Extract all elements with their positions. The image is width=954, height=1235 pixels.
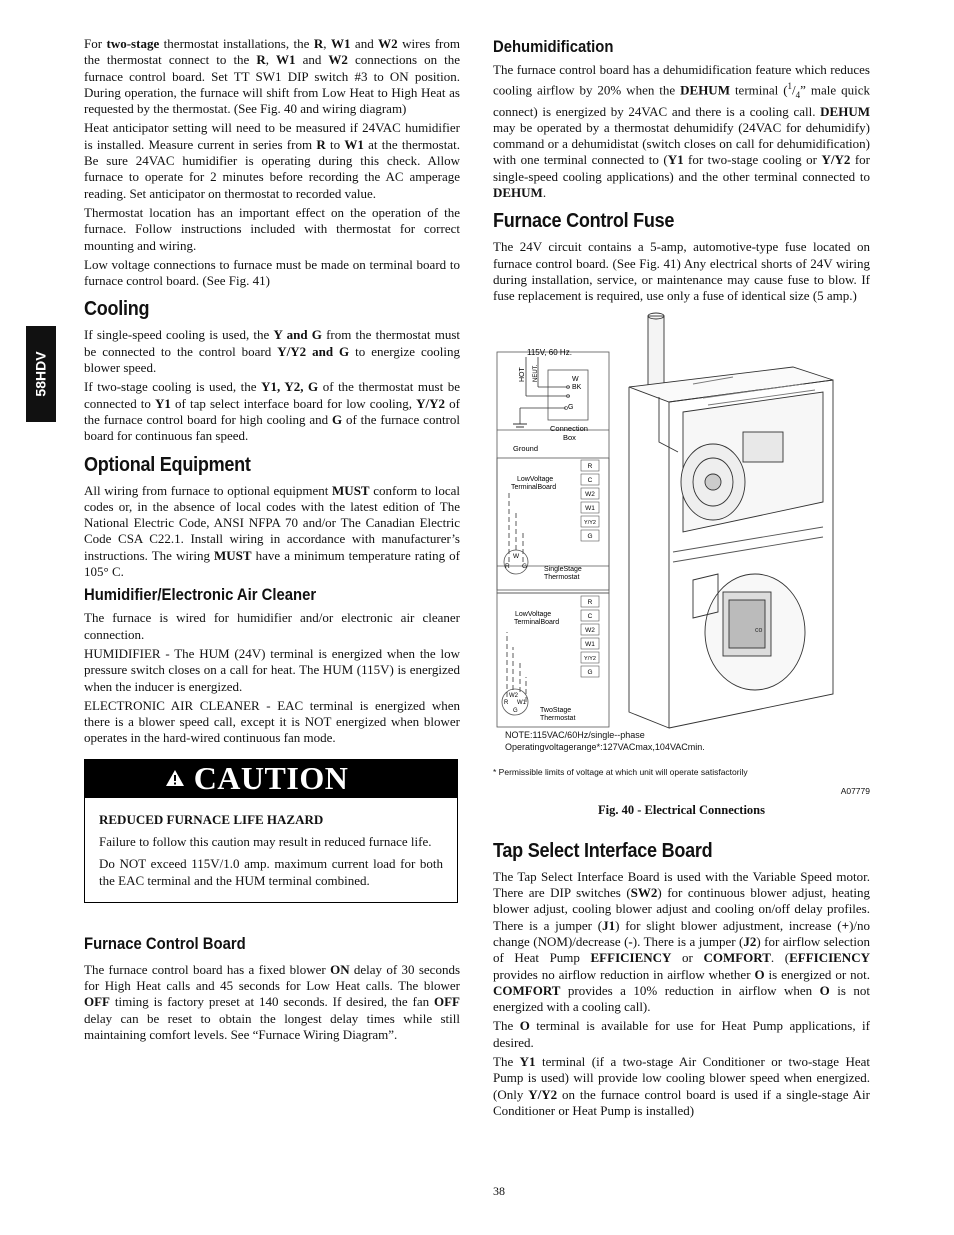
figure-caption: Fig. 40 - Electrical Connections bbox=[598, 803, 765, 818]
power-label: 115V, 60 Hz. bbox=[527, 348, 572, 358]
single-terminal-label: W2 bbox=[585, 491, 595, 499]
humidifier-heading: Humidifier/Electronic Air Cleaner bbox=[84, 586, 317, 605]
page-number: 38 bbox=[493, 1184, 505, 1198]
optional-equipment-heading: Optional Equipment bbox=[84, 452, 251, 476]
two-terminal-label: W1 bbox=[585, 641, 595, 649]
lv1-label: LowVoltage bbox=[517, 476, 554, 484]
t2-g: G bbox=[513, 708, 518, 715]
two-terminal-label: Y/Y2 bbox=[584, 656, 596, 663]
para-y1-terminal: The Y1 terminal (if a two-stage Air Conditioner or two-stage Heat Pump is used) will provide low cooling blower speed when energized. (Only Y/Y2 on the furnace control board is used if a single-stage Air Conditioner or Heat Pump is installed) bbox=[493, 1054, 870, 1118]
neut-label: NEUT. bbox=[533, 365, 539, 383]
voltage-footnote: * Permissible limits of voltage at which unit will operate satisfactorily bbox=[493, 767, 748, 778]
t-g: G bbox=[522, 563, 528, 571]
single-terminal-label: R bbox=[587, 463, 593, 471]
t2-w1: W1 bbox=[517, 700, 526, 707]
t-r: R bbox=[505, 563, 510, 571]
caution-text-2: Do NOT exceed 115V/1.0 amp. maximum current load for both the EAC terminal and the HUM terminal combined. bbox=[99, 856, 443, 888]
para-humidifier-terminal: HUMIDIFIER - The HUM (24V) terminal is energized when the low pressure switch closes on a call for heat. The HUM (115V) is energized when the inducer is energized. bbox=[84, 645, 460, 694]
para-single-speed-cooling: If single-speed cooling is used, the Y and G from the thermostat must be connected to the control board Y/Y2 and G to energize cooling blower speed. bbox=[84, 327, 460, 376]
single-terminal-label: W1 bbox=[585, 505, 595, 513]
warning-icon bbox=[165, 769, 185, 787]
bk-label: BK bbox=[572, 384, 582, 392]
hot-label: HOT bbox=[519, 367, 526, 383]
two-terminal-label: G bbox=[587, 669, 593, 677]
note-line-1: NOTE:115VAC/60Hz/single--phase bbox=[505, 730, 645, 741]
two-terminal-label: R bbox=[587, 599, 593, 607]
right-column bbox=[493, 36, 870, 1122]
figure-code: A07779 bbox=[840, 786, 870, 797]
caution-text-1: Failure to follow this caution may result in reduced furnace life. bbox=[99, 833, 432, 849]
para-low-voltage: Low voltage connections to furnace must be made on terminal board to furnace control board. (See Fig. 41) bbox=[84, 256, 460, 289]
t-w: W bbox=[513, 553, 520, 561]
cooling-heading: Cooling bbox=[84, 297, 150, 321]
furnace-illustration bbox=[629, 313, 833, 728]
para-o-terminal: The O terminal is available for use for Heat Pump applications, if desired. bbox=[493, 1018, 870, 1050]
para-humidifier-wired: The furnace is wired for humidifier and/or electronic air cleaner connection. bbox=[84, 610, 460, 642]
left-column bbox=[84, 36, 460, 1046]
side-tab-label: 58HDV bbox=[33, 351, 50, 397]
para-furnace-control-board: The furnace control board has a fixed blower ON delay of 30 seconds for High Heat calls and 45 seconds for Low Heat calls. The blower OFF timing is factory preset at 140 seconds. If desired, the fan OFF delay can be reset to obtain the longest delay times while still maintaining comfort levels. See “Furnace Wiring Diagram”. bbox=[84, 961, 460, 1043]
figure-electrical-connections bbox=[493, 312, 870, 782]
caution-bar bbox=[85, 760, 457, 798]
conn-box-label-2: Box bbox=[563, 433, 576, 443]
single-terminal-label: C bbox=[587, 477, 593, 485]
single-terminal-label: Y/Y2 bbox=[584, 520, 596, 527]
w-label: W bbox=[572, 376, 579, 384]
g-label: G bbox=[568, 404, 574, 412]
tap-select-heading: Tap Select Interface Board bbox=[493, 838, 713, 862]
single-terminal-label: G bbox=[587, 533, 593, 541]
wiring-diagram bbox=[493, 312, 870, 782]
note-line-2: Operatingvoltagerange*:127VACmax,104VACmin. bbox=[505, 742, 705, 753]
dehumidification-heading: Dehumidification bbox=[493, 38, 614, 56]
two-terminal-label: C bbox=[587, 613, 593, 621]
conn-box-label: Connection bbox=[550, 424, 588, 434]
t2-w2: W2 bbox=[509, 693, 518, 700]
para-eac-terminal: ELECTRONIC AIR CLEANER - EAC terminal is energized when there is a blower speed call, except it is NOT energized when blower operates in the hard-wired continuous fan mode. bbox=[84, 697, 460, 746]
terminal-strip-two bbox=[581, 596, 599, 677]
caution-hazard: REDUCED FURNACE LIFE HAZARD bbox=[99, 811, 324, 827]
furnace-control-fuse-heading: Furnace Control Fuse bbox=[493, 209, 675, 233]
ground-label: Ground bbox=[513, 444, 539, 454]
tb2-label: TerminalBoard bbox=[514, 619, 560, 627]
para-two-stage-cooling: If two-stage cooling is used, the Y1, Y2, G of the thermostat must be connected to Y1 of tap select interface board for low cooling, Y/Y2 of the furnace control board for high cooling and G of the furnace control board for continuous fan speed. bbox=[84, 379, 461, 444]
caution-box bbox=[84, 759, 458, 903]
para-thermostat-location: Thermostat location has an important effect on the operation of the furnace. Follow instructions included with thermostat for correct mounting and wiring. bbox=[84, 204, 460, 253]
t2-r: R bbox=[504, 700, 509, 707]
para-dehumidification: The furnace control board has a dehumidification feature which reduces cooling airflow by 20% when the DEHUM terminal ($^1/_4$” male quick connect) is energized by 24VAC and there is a cooling call. DEHUM may be operated by a thermostat dehumidify (24VAC for dehumidify) command or a dehumidistat (switch closes on call for dehumidification) with one terminal connected to (Y1 for two-stage cooling or Y/Y2 for single-speed cooling applications) and the other terminal connected to DEHUM. bbox=[493, 62, 870, 200]
caution-title: CAUTION bbox=[193, 760, 349, 797]
two-terminal-label: W2 bbox=[585, 627, 595, 635]
para-optional-equipment: All wiring from furnace to optional equipment MUST conform to local codes or, in the absence of local codes with the latest edition of The National Electric Code, ANSI NFPA 70 and/or The Canadian Electric Code CSA C22.1. Install wiring in accordance with manufacturer’s instructions. The wiring MUST have a minimum temperature rating of 105° C. bbox=[84, 482, 460, 580]
ss2-label: Thermostat bbox=[544, 574, 580, 582]
svg-text:co: co bbox=[755, 627, 763, 635]
para-two-stage-thermostat: For two-stage thermostat installations, the R, W1 and W2 wires from the thermostat connect to the R, W1 and W2 connections on the furnace control board. Set TT SW1 DIP switch #3 to ON position. During operation, the furnace will shift from Low Heat to High Heat as requested by the thermostat. (See Fig. 40 and wiring diagram) bbox=[84, 36, 461, 117]
ss1-label: SingleStage bbox=[544, 566, 582, 574]
ts2-label: Thermostat bbox=[540, 715, 576, 723]
para-tap-select: The Tap Select Interface Board is used with the Variable Speed motor. There are DIP switches (SW2) for continuous blower adjust, heating blower adjust, cooling blower adjust and cooling on/off delay profiles. There is a jumper (J1) for slight blower adjustment, increase (+)/no change (NOM)/decrease (-). There is a jumper (J2) for airflow selection of Heat Pump EFFICIENCY or COMFORT. (EFFICIENCY provides no airflow reduction in airflow whether O is energized or not. COMFORT provides a 10% reduction in airflow when O is not energized with a cooling call). bbox=[493, 868, 871, 1015]
lv2-label: LowVoltage bbox=[515, 611, 552, 619]
furnace-control-board-heading: Furnace Control Board bbox=[84, 934, 246, 953]
terminal-strip-single bbox=[581, 460, 599, 541]
para-heat-anticipator: Heat anticipator setting will need to be measured if 24VAC humidifier is installed. Measure current in series from R to W1 at the thermostat. Be sure 24VAC humidifier is operating during this check. Allow furnace to operate for 2 minutes before recording the AC amperage reading. Set anticipator on thermostat to recorded value. bbox=[84, 120, 460, 201]
ts1-label: TwoStage bbox=[540, 707, 572, 715]
tb1-label: TerminalBoard bbox=[511, 484, 557, 492]
side-tab bbox=[26, 326, 56, 422]
para-fuse: The 24V circuit contains a 5-amp, automotive-type fuse located on furnace control board. (See Fig. 41) Any electrical shorts of 24V wiring during installation, service, or maintenance may cause fuse to blow. If fuse replacement is required, use only a fuse of identical size (5 amp.) bbox=[493, 239, 870, 304]
